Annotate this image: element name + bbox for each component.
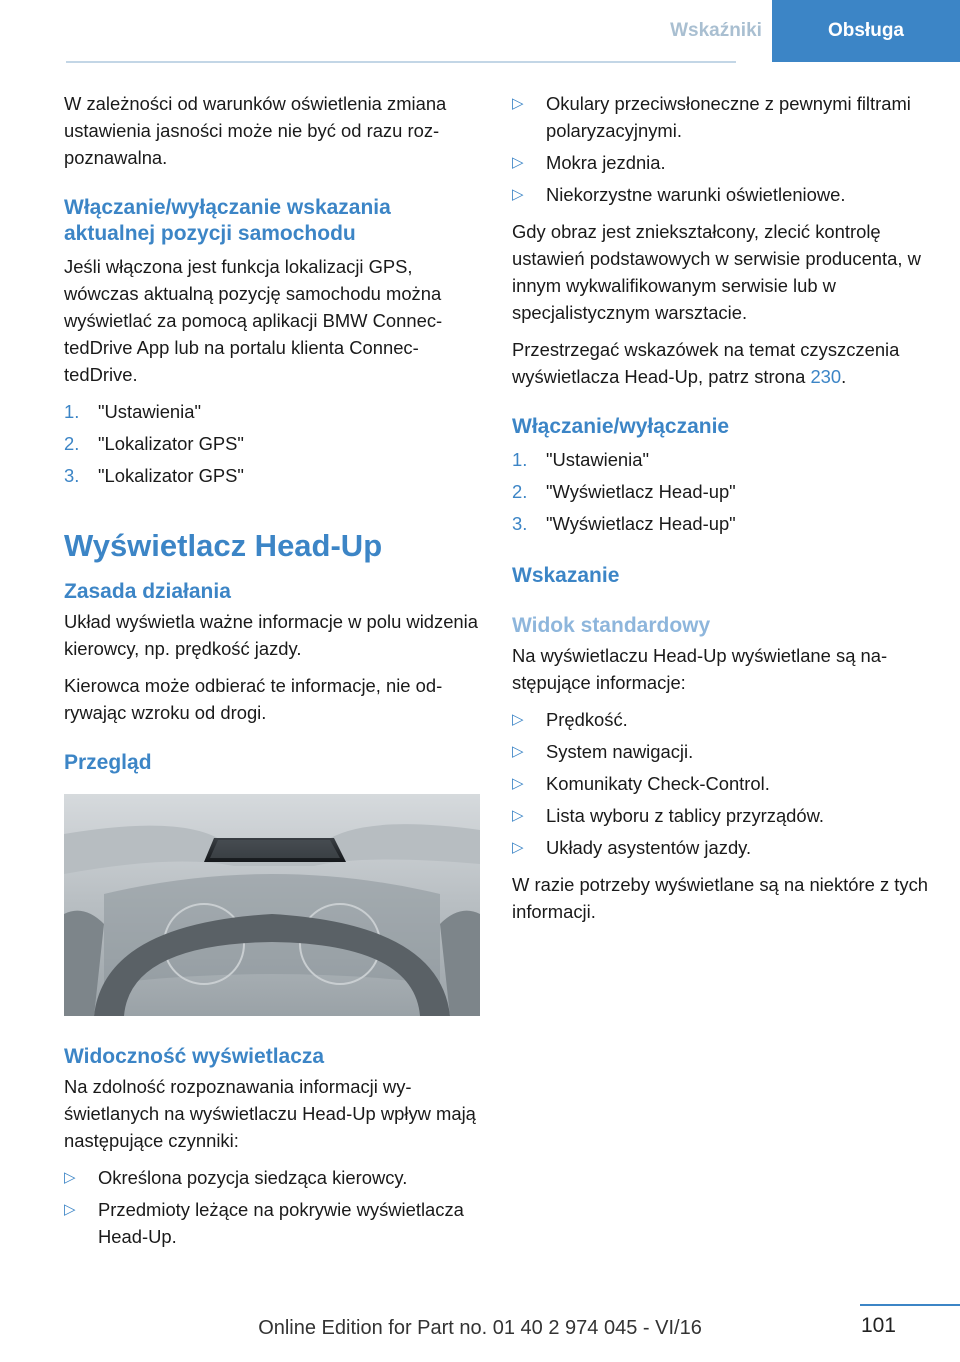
- list-item: [512, 706, 928, 733]
- heading-principle: Zasada działania: [64, 580, 231, 603]
- step-number: 1.: [64, 401, 80, 422]
- step-number: 2.: [512, 481, 528, 502]
- principle-paragraph-2: Kierowca może odbierać te informacje, nie odrywając wzroku od drogi.: [64, 675, 443, 723]
- triangle-bullet-icon: ▷: [512, 839, 524, 856]
- list-item: [512, 181, 928, 208]
- page-link[interactable]: 230: [810, 366, 842, 387]
- heading-visibility: Widoczność wyświetlacza: [64, 1045, 325, 1068]
- list-item: [64, 1164, 480, 1191]
- intro-paragraph: W zależności od warunków oświetlenia zmiana ustawienia jasności może nie być od razu rozpoznawalna.: [64, 93, 447, 168]
- factor-text: Przedmioty leżące na pokrywie wyświetlacza Head-Up.: [98, 1199, 464, 1247]
- triangle-bullet-icon: ▷: [512, 154, 524, 171]
- step-text: "Ustawienia": [98, 401, 202, 422]
- list-item: [512, 90, 928, 144]
- triangle-bullet-icon: ▷: [512, 95, 524, 112]
- list-item: [512, 802, 928, 829]
- dashboard-illustration: [64, 794, 480, 1016]
- step-text: "Lokalizator GPS": [98, 433, 244, 454]
- list-item: [64, 1196, 480, 1250]
- visibility-paragraph: Na zdolność rozpoznawania informacji wyświetlanych na wyświetlaczu Head-Up wpływ mają następujące czynniki:: [64, 1076, 476, 1151]
- step-text: "Wyświetlacz Head-up": [546, 513, 736, 534]
- hud-photo: [64, 794, 480, 1016]
- list-item: [512, 770, 928, 797]
- heading-overview: Przegląd: [64, 751, 152, 774]
- heading-standard-view: Widok standardowy: [512, 614, 711, 637]
- item-text: Komunikaty Check-Control.: [546, 773, 770, 794]
- some-info-paragraph: W razie potrzeby wyświetlane są na niektóre z tych informacji.: [512, 874, 929, 922]
- step-number: 2.: [64, 433, 80, 454]
- cleaning-paragraph: [512, 336, 928, 390]
- factor-text: Określona pozycja siedząca kierowcy.: [98, 1167, 408, 1188]
- position-paragraph: Jeśli włączona jest funkcja lokalizacji GPS, wówczas aktualną pozycję samochodu można wyświetlać za pomocą aplikacji BMW ConnectedDrive App lub na portalu klienta ConnectedDrive.: [64, 256, 443, 385]
- step-text: "Wyświetlacz Head-up": [546, 481, 736, 502]
- list-item: [64, 430, 480, 457]
- right-column: [512, 90, 928, 935]
- triangle-bullet-icon: ▷: [512, 711, 524, 728]
- triangle-bullet-icon: ▷: [512, 186, 524, 203]
- visibility-factors-right: [512, 90, 928, 208]
- page-number-rule: [860, 1304, 960, 1306]
- list-item: [512, 149, 928, 176]
- factor-text: Okulary przeciwsłoneczne z pewnymi filtrami polaryzacyjnymi.: [546, 93, 911, 141]
- cleaning-text: Przestrzegać wskazówek na temat czyszczenia wyświetlacza Head-Up, patrz strona: [512, 339, 900, 387]
- position-steps: [64, 398, 480, 489]
- step-text: "Lokalizator GPS": [98, 465, 244, 486]
- triangle-bullet-icon: ▷: [512, 743, 524, 760]
- step-number: 3.: [64, 465, 80, 486]
- heading-display: Wskazanie: [512, 564, 620, 587]
- item-text: Lista wyboru z tablicy przyrządów.: [546, 805, 825, 826]
- factor-text: Niekorzystne warunki oświetleniowe.: [546, 184, 846, 205]
- onoff-steps: [512, 446, 928, 537]
- list-item: [64, 398, 480, 425]
- list-item: [512, 738, 928, 765]
- distorted-paragraph: Gdy obraz jest zniekształcony, zlecić kontrolę ustawień podstawowych w serwisie producenta, w innym wykwalifikowanym serwisie lub w specjalistycznym warsztacie.: [512, 221, 921, 323]
- principle-paragraph-1: Układ wyświetla ważne informacje w polu widzenia kierowcy, np. prędkość jazdy.: [64, 611, 478, 659]
- list-item: [512, 834, 928, 861]
- triangle-bullet-icon: ▷: [512, 775, 524, 792]
- displayed-items: [512, 706, 928, 861]
- factor-text: Mokra jezdnia.: [546, 152, 666, 173]
- cleaning-text-end: .: [841, 366, 847, 387]
- footer-edition: Online Edition for Part no. 01 40 2 974 045 - VI/16: [258, 1317, 702, 1339]
- list-item: [64, 462, 480, 489]
- header-divider: [66, 61, 736, 63]
- section-title: Wyświetlacz Head-Up: [64, 528, 383, 563]
- step-number: 3.: [512, 513, 528, 534]
- standard-paragraph: Na wyświetlaczu Head-Up wyświetlane są następujące informacje:: [512, 645, 888, 693]
- page-number: 101: [860, 1314, 896, 1337]
- tab-wskazniki[interactable]: Wskaźniki: [660, 0, 772, 62]
- list-item: [512, 510, 928, 537]
- tab-obsluga[interactable]: Obsługa: [772, 0, 960, 62]
- left-column: [64, 90, 480, 1260]
- heading-onoff: Włączanie/wyłączanie: [512, 415, 730, 438]
- triangle-bullet-icon: ▷: [64, 1201, 76, 1218]
- header-tabs: [660, 0, 960, 62]
- item-text: Układy asystentów jazdy.: [546, 837, 752, 858]
- step-number: 1.: [512, 449, 528, 470]
- triangle-bullet-icon: ▷: [512, 807, 524, 824]
- triangle-bullet-icon: ▷: [64, 1169, 76, 1186]
- list-item: [512, 446, 928, 473]
- item-text: Prędkość.: [546, 709, 628, 730]
- step-text: "Ustawienia": [546, 449, 650, 470]
- item-text: System nawigacji.: [546, 741, 694, 762]
- list-item: [512, 478, 928, 505]
- visibility-factors-left: [64, 1164, 480, 1250]
- heading-position: Włączanie/wyłączanie wskazania aktualnej pozycji samochodu: [64, 196, 391, 245]
